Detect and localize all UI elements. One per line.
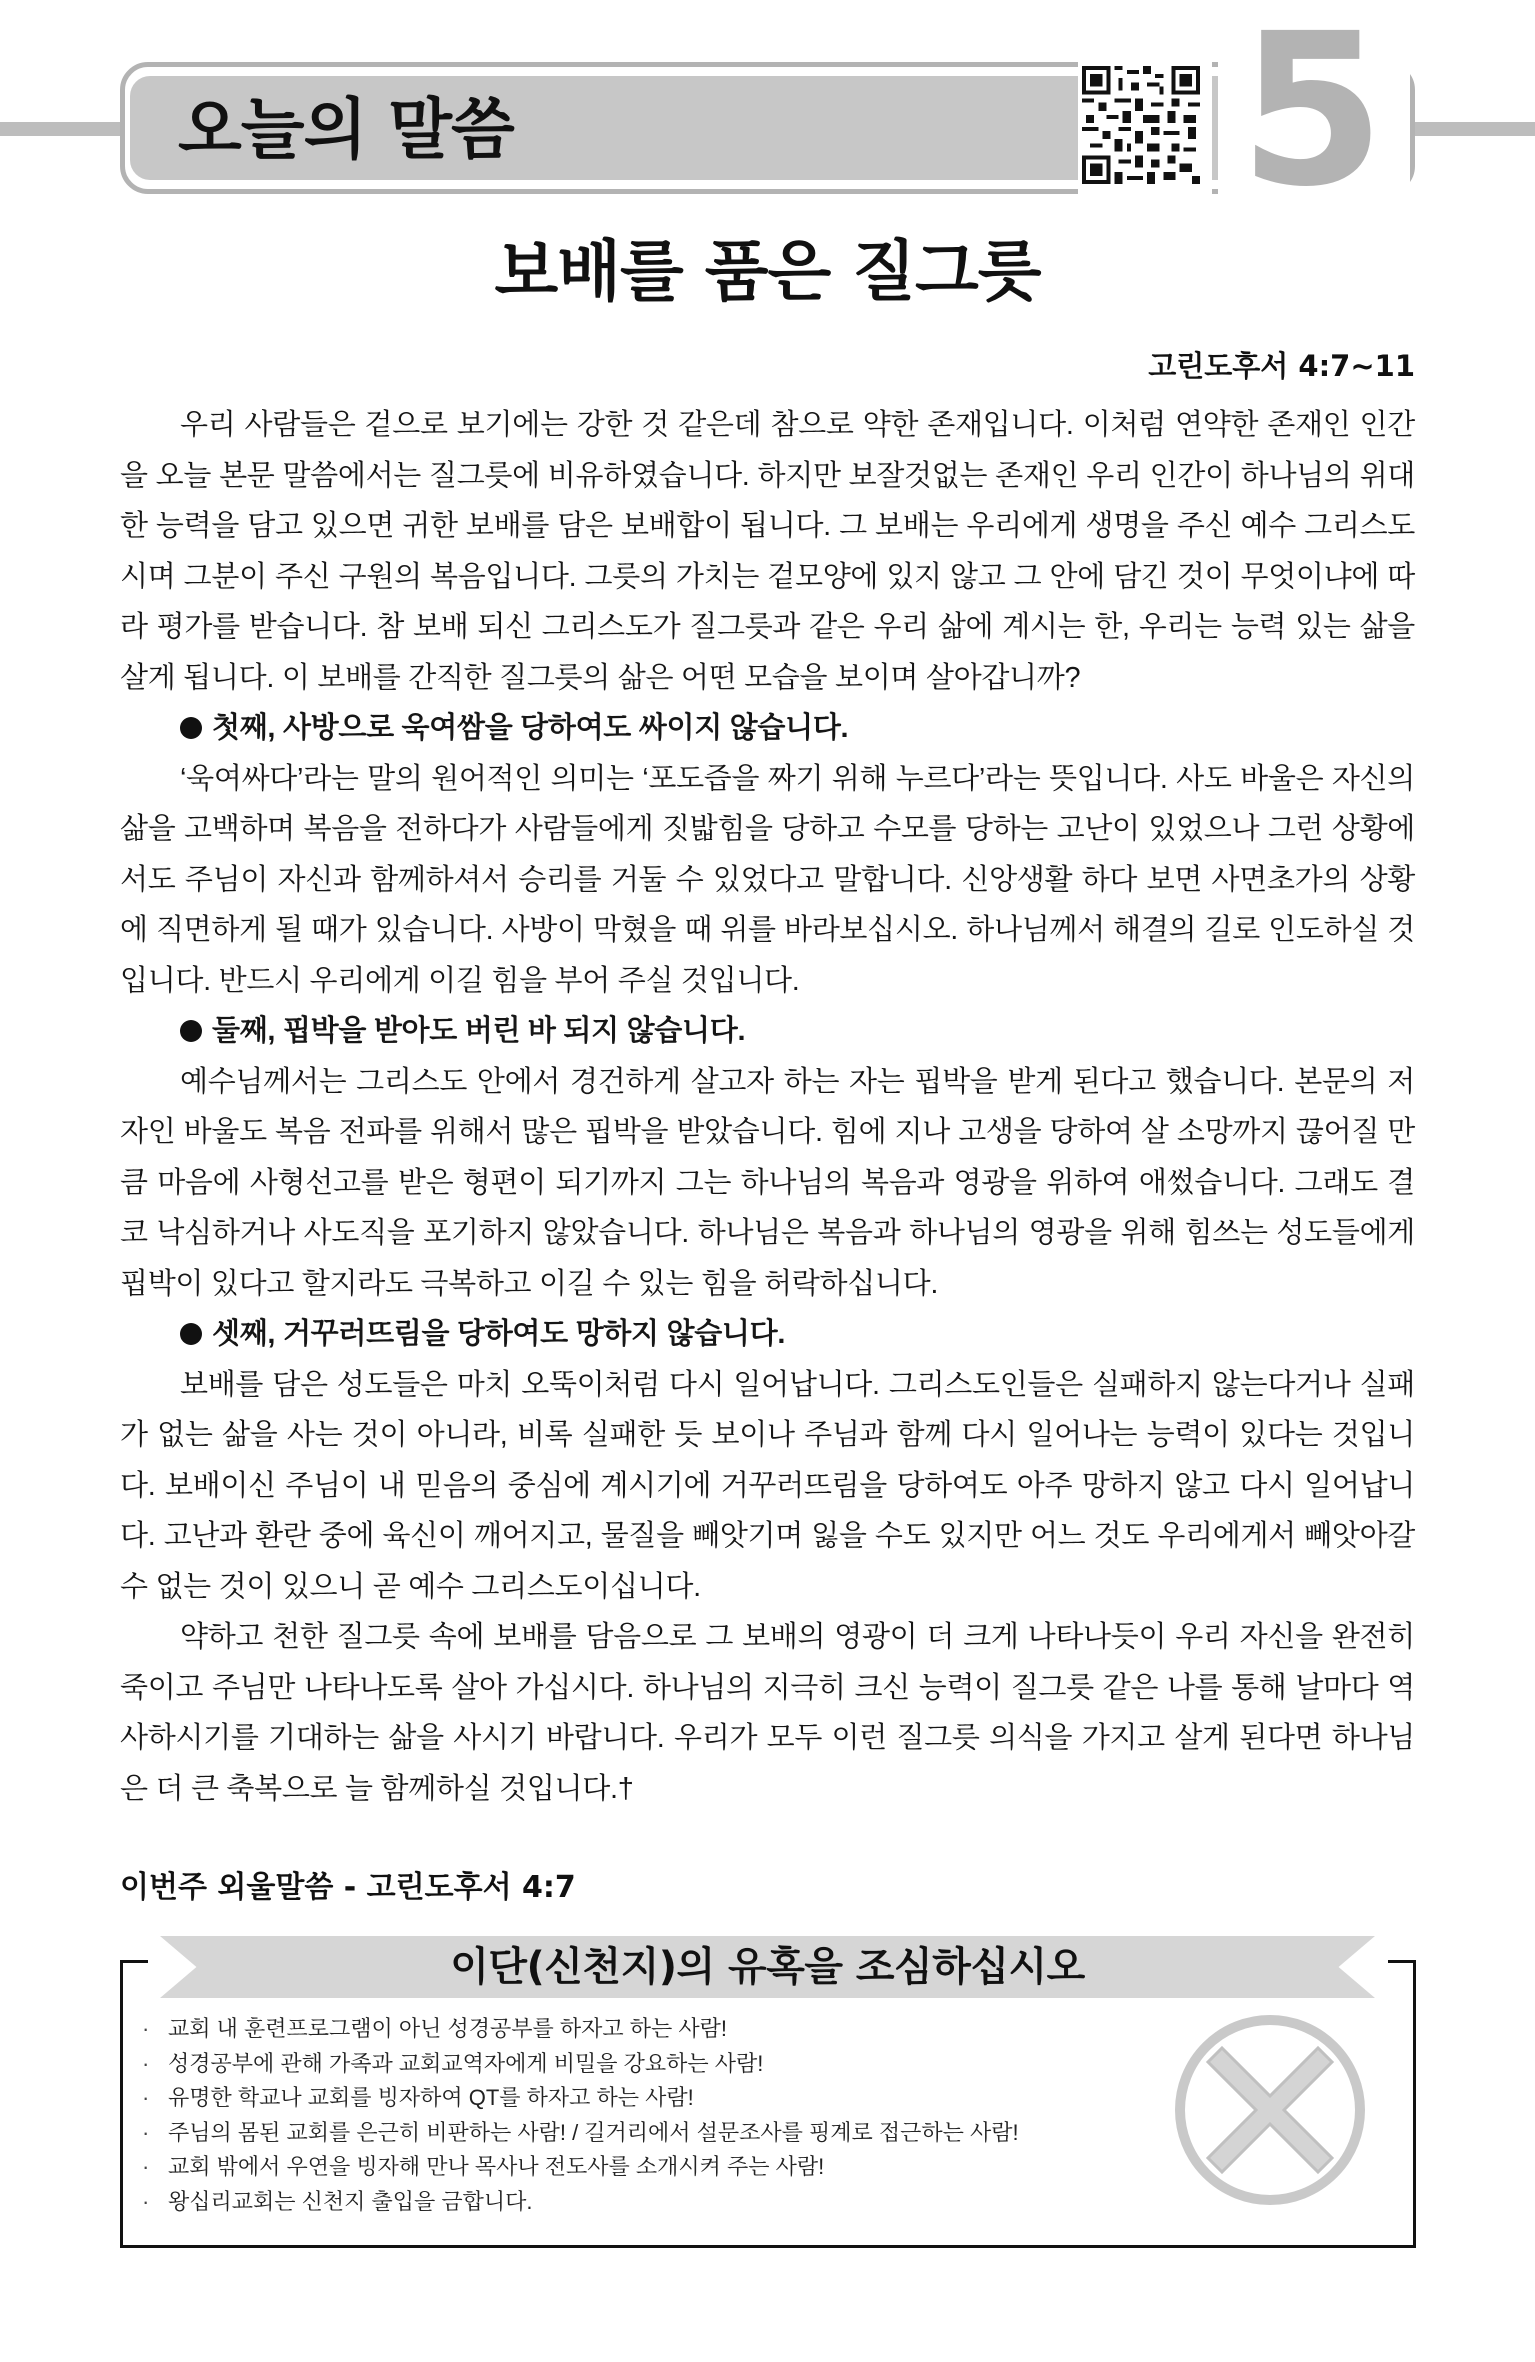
list-item: · 교회 밖에서 우연을 빙자해 만나 목사나 전도사를 소개시켜 주는 사람! [142, 2150, 1142, 2185]
point-heading-text: 셋째, 거꾸러뜨림을 당하여도 망하지 않습니다. [212, 1318, 786, 1350]
memory-verse: 이번주 외울말씀 - 고린도후서 4:7 [120, 1870, 576, 1905]
point-heading [120, 703, 1415, 754]
sermon-body [120, 400, 1415, 1814]
warning-box-corner-right [1388, 1960, 1416, 1963]
header-rule-left [0, 122, 125, 136]
warning-title: 이단(신천지)의 유혹을 조심하십시오 [450, 1944, 1085, 1990]
list-item: · 유명한 학교나 교회를 빙자하여 QT를 하자고 하는 사람! [142, 2081, 1142, 2116]
qr-code-icon[interactable] [1078, 62, 1212, 196]
intro-paragraph: 우리 사람들은 겉으로 보기에는 강한 것 같은데 참으로 약한 존재입니다. 이처럼 연약한 존재인 인간을 오늘 본문 말씀에서는 질그릇에 비유하였습니다. 하지만 보잘것없는 존재인 우리 인간이 하나님의 위대한 능력을 담고 있으면 귀한 보배를 담은 보배합이 됩니다. 그 보배는 우리에게 생명을 주신 예수 그리스도시며 그분이 주신 구원의 복음입니다. 그릇의 가치는 겉모양에 있지 않고 그 안에 담긴 것이 무엇이냐에 따라 평가를 받습니다. 참 보배 되신 그리스도가 질그릇과 같은 우리 삶에 계시는 한, 우리는 능력 있는 삶을 살게 됩니다. 이 보배를 간직한 질그릇의 삶은 어떤 모습을 보이며 살아갑니까? [120, 409, 1415, 694]
section-title: 오늘의 말씀 [178, 91, 514, 168]
conclusion-paragraph: 약하고 천한 질그릇 속에 보배를 담음으로 그 보배의 영광이 더 크게 나타나듯이 우리 자신을 완전히 죽이고 주님만 나타나도록 살아 가십시다. 하나님의 지극히 크신 능력이 질그릇 같은 나를 통해 날마다 역사하시기를 기대하는 삶을 사시기 바랍니다. 우리가 모두 이런 질그릇 의식을 가지고 살게 된다면 하나님은 더 큰 축복으로 늘 함께하실 것입니다.† [120, 1621, 1415, 1805]
point-heading-text: 첫째, 사방으로 욱여쌈을 당하여도 싸이지 않습니다. [212, 712, 849, 744]
point-heading-text: 둘째, 핍박을 받아도 버린 바 되지 않습니다. [212, 1015, 746, 1047]
list-item: · 성경공부에 관해 가족과 교회교역자에게 비밀을 강요하는 사람! [142, 2047, 1142, 2082]
sermon-title: 보배를 품은 질그릇 [494, 233, 1041, 310]
header-rule-right [1400, 122, 1535, 136]
list-item: · 왕십리교회는 신천지 출입을 금합니다. [142, 2185, 1142, 2220]
bullet-icon [180, 717, 202, 739]
prohibited-x-icon [1170, 2010, 1370, 2210]
point-paragraph: ‘욱여싸다’라는 말의 원어적인 의미는 ‘포도즙을 짜기 위해 누르다’라는 뜻입니다. 사도 바울은 자신의 삶을 고백하며 복음을 전하다가 사람들에게 짓밟힘을 당하고 수모를 당하는 고난이 있었으나 그런 상황에서도 주님이 자신과 함께하셔서 승리를 거둘 수 있었다고 말합니다. 신앙생활 하다 보면 사면초가의 상황에 직면하게 될 때가 있습니다. 사방이 막혔을 때 위를 바라보십시오. 하나님께서 해결의 길로 인도하실 것입니다. 반드시 우리에게 이길 힘을 부어 주실 것입니다. [120, 762, 1415, 997]
scripture-reference: 고린도후서 4:7~11 [1148, 349, 1415, 383]
point-heading [120, 1309, 1415, 1360]
point-paragraph: 보배를 담은 성도들은 마치 오뚝이처럼 다시 일어납니다. 그리스도인들은 실패하지 않는다거나 실패가 없는 삶을 사는 것이 아니라, 비록 실패한 듯 보이나 주님과 함께 다시 일어나는 능력이 있다는 것입니다. 보배이신 주님이 내 믿음의 중심에 계시기에 거꾸러뜨림을 당하여도 아주 망하지 않고 다시 일어납니다. 고난과 환란 중에 육신이 깨어지고, 물질을 빼앗기며 잃을 수도 있지만 어느 것도 우리에게서 빼앗아갈 수 없는 것이 있으니 곧 예수 그리스도이십니다. [120, 1368, 1415, 1603]
warning-list [142, 2012, 1142, 2219]
list-item: · 주님의 몸된 교회를 은근히 비판하는 사람! / 길거리에서 설문조사를 핑계로 접근하는 사람! [142, 2116, 1142, 2151]
point-heading [120, 1006, 1415, 1057]
issue-number: 5 [1238, 0, 1386, 233]
list-item: · 교회 내 훈련프로그램이 아닌 성경공부를 하자고 하는 사람! [142, 2012, 1142, 2047]
bullet-icon [180, 1020, 202, 1042]
warning-box-corner-left [120, 1960, 148, 1963]
point-paragraph: 예수님께서는 그리스도 안에서 경건하게 살고자 하는 자는 핍박을 받게 된다고 했습니다. 본문의 저자인 바울도 복음 전파를 위해서 많은 핍박을 받았습니다. 힘에 지나 고생을 당하여 살 소망까지 끊어질 만큼 마음에 사형선고를 받은 형편이 되기까지 그는 하나님의 복음과 영광을 위하여 애썼습니다. 그래도 결코 낙심하거나 사도직을 포기하지 않았습니다. 하나님은 복음과 하나님의 영광을 위해 힘쓰는 성도들에게 핍박이 있다고 할지라도 극복하고 이길 수 있는 힘을 허락하십니다. [120, 1065, 1415, 1300]
bullet-icon [180, 1323, 202, 1345]
